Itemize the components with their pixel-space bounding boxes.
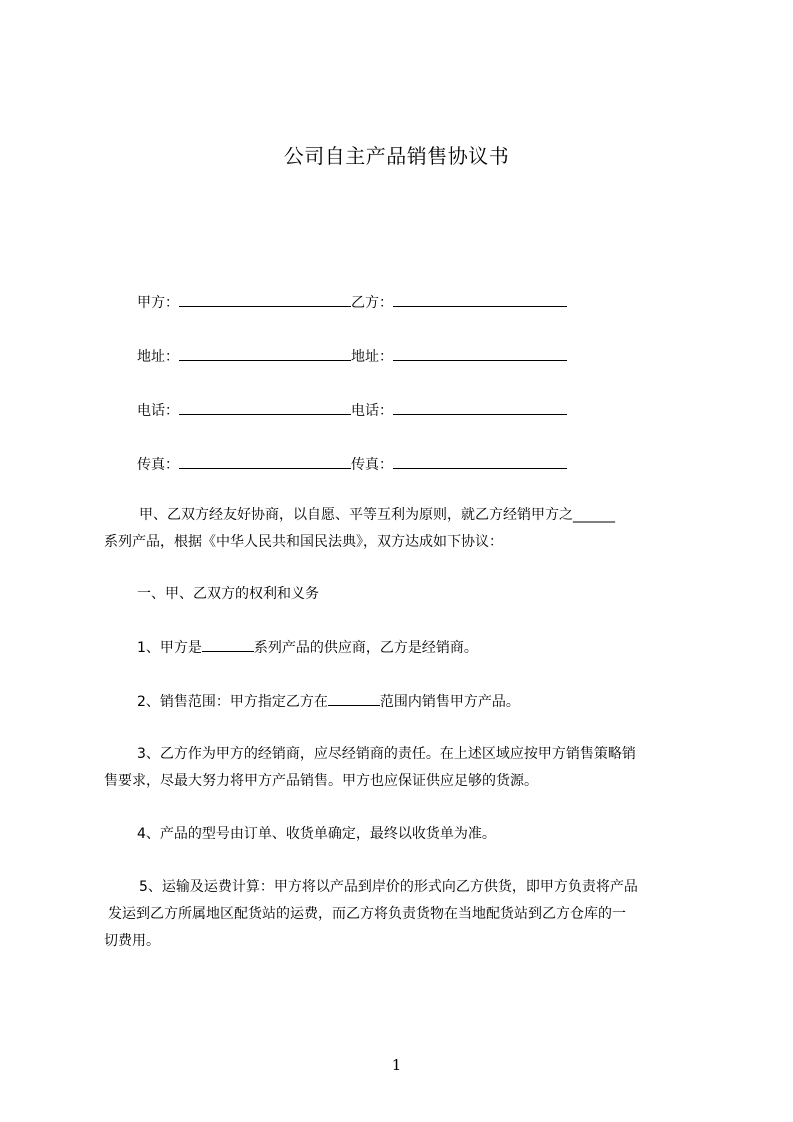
page-number: 1: [391, 1056, 402, 1074]
party-b-fax-blank: [393, 454, 567, 469]
clause-5-line-3: 切费用。: [104, 933, 160, 949]
clause-5-line-1: 5、运输及运费计算：甲方将以产品到岸价的形式向乙方供货，即甲方负责将产品: [139, 879, 638, 895]
party-a-name-label: 甲方：: [137, 295, 179, 311]
clause-2-text-pre: 2、销售范围：甲方指定乙方在: [137, 694, 328, 710]
party-b-name-label: 乙方：: [351, 295, 393, 311]
party-b-phone-blank: [393, 400, 567, 415]
clause-1: [137, 635, 478, 662]
party-a-name-blank: [179, 292, 351, 307]
clause-1-text-pre: 1、甲方是: [137, 640, 202, 656]
party-row-fax: [137, 454, 567, 474]
clause-2: [137, 689, 520, 716]
party-a-address-blank: [179, 346, 351, 361]
intro-line-1: 甲、乙双方经友好协商，以自愿、平等互利为原则，就乙方经销甲方之______: [139, 507, 615, 523]
party-a-phone-blank: [179, 400, 351, 415]
party-row-phone: [137, 400, 567, 420]
intro-line-2: 系列产品，根据《中华人民共和国民法典》，双方达成如下协议：: [104, 534, 503, 550]
party-b-address-blank: [393, 346, 567, 361]
clause-4: 4、产品的型号由订单、收货单确定，最终以收货单为准。: [137, 826, 496, 842]
party-b-phone-label: 电话：: [351, 403, 393, 419]
document-title: 公司自主产品销售协议书: [283, 144, 510, 168]
clause-2-blank: [328, 691, 380, 706]
party-row-address: [137, 346, 567, 366]
party-a-phone-label: 电话：: [137, 403, 179, 419]
clause-1-blank: [202, 637, 254, 652]
party-a-address-label: 地址：: [137, 349, 179, 365]
party-row-name: [137, 292, 567, 312]
party-b-fax-label: 传真：: [351, 457, 393, 473]
party-b-address-label: 地址：: [351, 349, 393, 365]
party-a-fax-blank: [179, 454, 351, 469]
party-a-fax-label: 传真：: [137, 457, 179, 473]
clause-1-text-post: 系列产品的供应商，乙方是经销商。: [253, 640, 478, 656]
clause-3-line-1: 3、乙方作为甲方的经销商，应尽经销商的责任。在上述区域应按甲方销售策略销: [137, 746, 636, 762]
party-b-name-blank: [393, 292, 567, 307]
clause-2-text-post: 范围内销售甲方产品。: [379, 694, 520, 710]
clause-5-line-2: 发运到乙方所属地区配货站的运费，而乙方将负责货物在当地配货站到乙方仓库的一: [108, 906, 626, 922]
clause-3-line-2: 售要求，尽最大努力将甲方产品销售。甲方也应保证供应足够的货源。: [104, 773, 538, 789]
section-heading-rights: 一、甲、乙双方的权利和义务: [137, 586, 319, 602]
